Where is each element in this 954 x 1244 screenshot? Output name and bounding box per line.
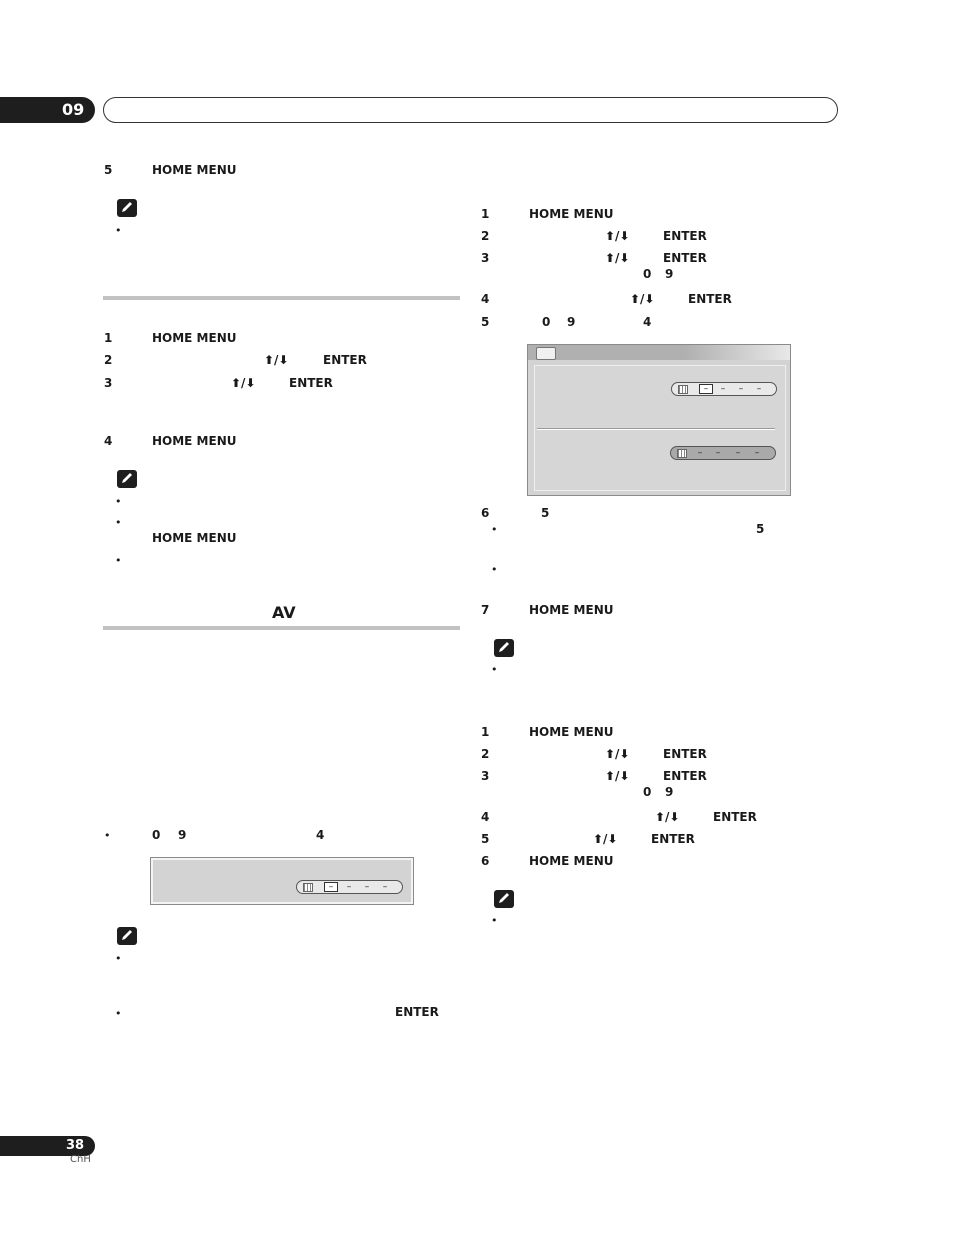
note-icon [117, 199, 137, 217]
code-digit: – [697, 448, 703, 458]
note-icon [494, 639, 514, 657]
step-number: 3 [481, 251, 490, 265]
code-digit: – [699, 384, 713, 394]
digit-0: 0 [643, 785, 652, 799]
bullet: • [115, 495, 122, 508]
key-label: HOME MENU [152, 163, 237, 177]
bullet: • [491, 663, 498, 676]
step-reference: 5 [756, 522, 765, 536]
osd-divider [537, 428, 775, 430]
key-label: ENTER [663, 769, 707, 783]
step-number: 6 [481, 854, 490, 868]
code-digit: – [364, 882, 370, 892]
key-label: ENTER [395, 1005, 439, 1019]
arrow-keys: ⬆/⬇ [630, 292, 655, 306]
section-rule [103, 626, 460, 630]
key-label: ENTER [663, 229, 707, 243]
code-digit: – [324, 882, 338, 892]
step-number: 3 [104, 376, 113, 390]
note-icon [494, 890, 514, 908]
key-label: HOME MENU [529, 854, 614, 868]
code-digit: – [346, 882, 352, 892]
key-label: ENTER [688, 292, 732, 306]
code-digit: – [754, 448, 760, 458]
step-number: 2 [481, 747, 490, 761]
confirm-code-field[interactable] [670, 446, 776, 460]
code-digit: – [715, 448, 721, 458]
arrow-keys: ⬆/⬇ [605, 251, 630, 265]
bullet: • [115, 516, 122, 529]
step-number: 5 [104, 163, 113, 177]
code-entry-panel [150, 857, 414, 905]
digit-0: 0 [152, 828, 161, 842]
digit-0: 0 [542, 315, 551, 329]
step-number: 4 [104, 434, 113, 448]
step-number: 4 [481, 810, 490, 824]
step-number: 7 [481, 603, 490, 617]
step-number: 3 [481, 769, 490, 783]
step-number: 1 [481, 207, 490, 221]
bullet: • [491, 914, 498, 927]
digit-9: 9 [178, 828, 187, 842]
arrow-keys: ⬆/⬇ [593, 832, 618, 846]
key-label: ENTER [663, 251, 707, 265]
password-osd-window [527, 344, 791, 496]
key-label: ENTER [713, 810, 757, 824]
step-number: 4 [481, 292, 490, 306]
step-number: 5 [481, 832, 490, 846]
arrow-keys: ⬆/⬇ [605, 747, 630, 761]
digit-9: 9 [665, 267, 674, 281]
step-number: 5 [481, 315, 490, 329]
section-heading: AV [272, 603, 296, 622]
step-number: 2 [481, 229, 490, 243]
arrow-keys: ⬆/⬇ [264, 353, 289, 367]
step-reference: 5 [541, 506, 550, 520]
step-number: 1 [104, 331, 113, 345]
keypad-icon [678, 385, 688, 394]
digit-4: 4 [316, 828, 325, 842]
step-number: 1 [481, 725, 490, 739]
chapter-number: 09 [62, 100, 85, 119]
keypad-icon [303, 883, 313, 892]
language-code: ChH [70, 1154, 91, 1165]
code-digit: – [735, 448, 741, 458]
arrow-keys: ⬆/⬇ [655, 810, 680, 824]
note-icon [117, 470, 137, 488]
digit-9: 9 [665, 785, 674, 799]
step-number: 6 [481, 506, 490, 520]
digit-9: 9 [567, 315, 576, 329]
key-label: HOME MENU [152, 531, 237, 545]
digit-4: 4 [643, 315, 652, 329]
bullet: • [491, 563, 498, 576]
chapter-title-bar [103, 97, 838, 123]
digit-0: 0 [643, 267, 652, 281]
settings-icon [536, 347, 556, 360]
bullet: • [115, 554, 122, 567]
bullet: • [115, 224, 122, 237]
key-label: HOME MENU [152, 434, 237, 448]
key-label: HOME MENU [152, 331, 237, 345]
key-label: ENTER [323, 353, 367, 367]
page-number: 38 [66, 1138, 85, 1153]
code-entry-field[interactable] [296, 880, 403, 894]
osd-title-bar [528, 345, 790, 360]
bullet: • [115, 1007, 122, 1020]
code-digit: – [382, 882, 388, 892]
section-rule [103, 296, 460, 300]
code-digit: – [720, 384, 726, 394]
code-digit: – [738, 384, 744, 394]
bullet: • [491, 523, 498, 536]
key-label: ENTER [651, 832, 695, 846]
note-icon [117, 927, 137, 945]
key-label: HOME MENU [529, 207, 614, 221]
key-label: HOME MENU [529, 725, 614, 739]
key-label: ENTER [663, 747, 707, 761]
new-code-field[interactable] [671, 382, 777, 396]
arrow-keys: ⬆/⬇ [605, 229, 630, 243]
arrow-keys: ⬆/⬇ [605, 769, 630, 783]
key-label: HOME MENU [529, 603, 614, 617]
arrow-keys: ⬆/⬇ [231, 376, 256, 390]
code-digit: – [756, 384, 762, 394]
key-label: ENTER [289, 376, 333, 390]
step-number: 2 [104, 353, 113, 367]
keypad-icon [677, 449, 687, 458]
bullet: • [115, 952, 122, 965]
bullet: • [104, 829, 111, 842]
